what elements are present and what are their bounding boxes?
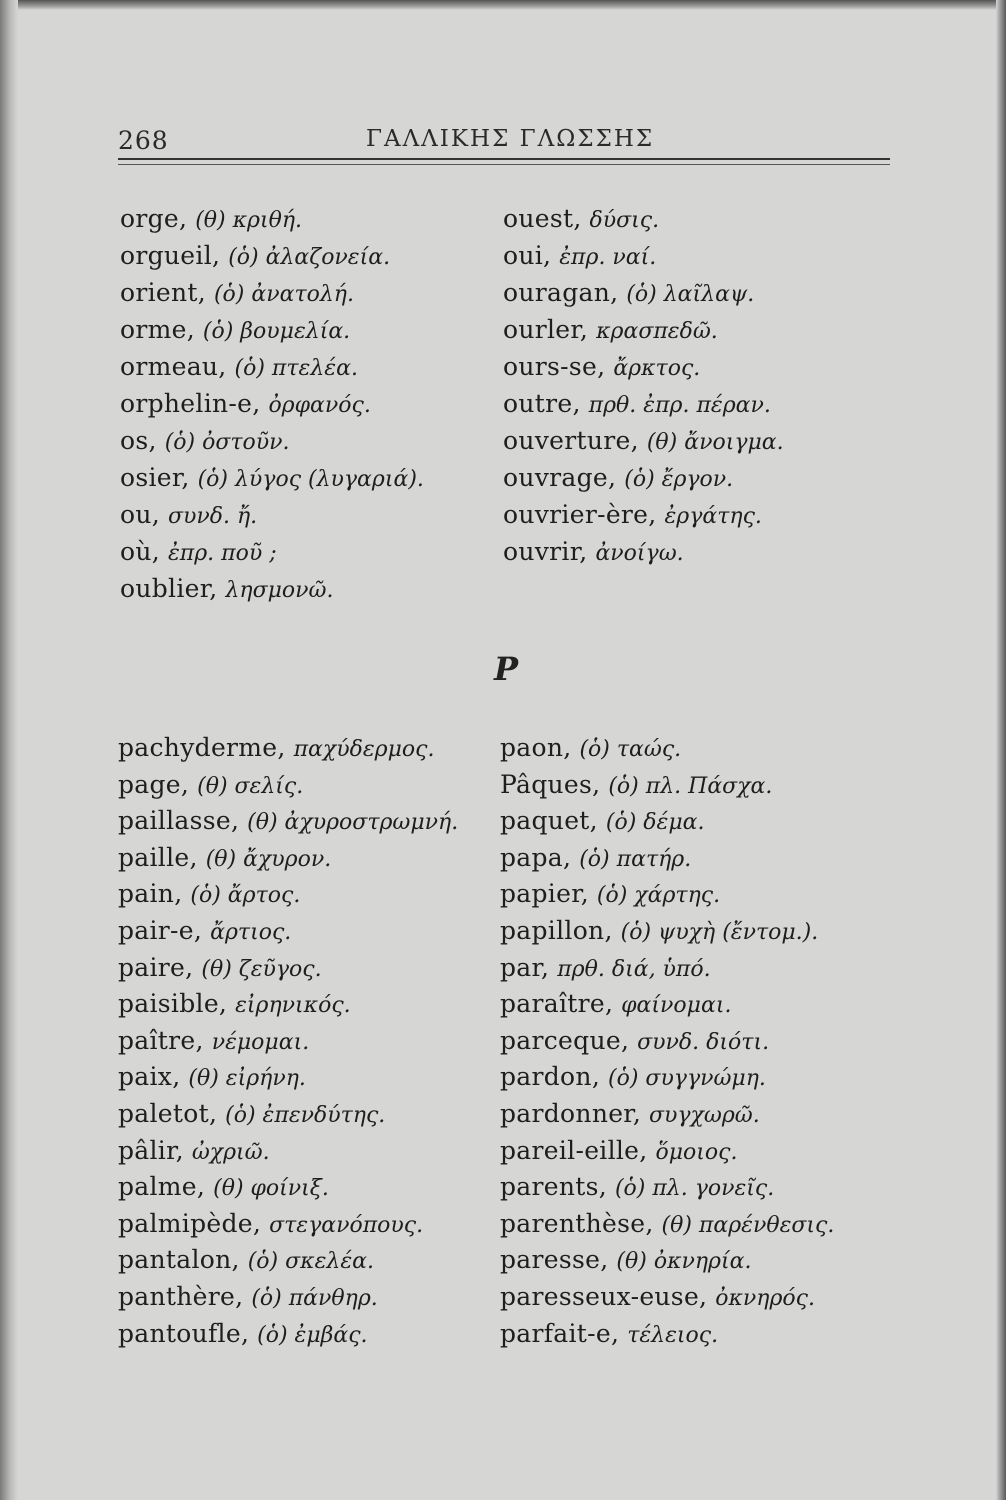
entry-headword: paître, bbox=[118, 1025, 204, 1055]
entry-translation: δύσις. bbox=[589, 208, 660, 233]
entry-translation: (ὁ) πλ. γονεῖς. bbox=[614, 1176, 775, 1202]
dictionary-entry bbox=[120, 459, 424, 496]
dictionary-entry bbox=[500, 803, 834, 840]
dictionary-entry bbox=[120, 311, 424, 348]
entry-headword: pardon, bbox=[500, 1062, 601, 1092]
dictionary-entry bbox=[118, 913, 458, 950]
entries-o-right-column bbox=[503, 200, 784, 570]
dictionary-entry bbox=[120, 274, 424, 311]
entry-headword: paille, bbox=[118, 842, 198, 872]
entry-headword: Pâques, bbox=[500, 769, 601, 799]
dictionary-entry bbox=[118, 1023, 458, 1060]
page-edge-right bbox=[996, 0, 1006, 1500]
entry-translation: (θ) φοίνιξ. bbox=[213, 1176, 329, 1202]
dictionary-entry bbox=[118, 767, 458, 804]
entries-o-left-column bbox=[120, 200, 424, 607]
entry-headword: pachyderme, bbox=[118, 733, 286, 762]
header-rule bbox=[118, 158, 890, 165]
entry-headword: orgueil, bbox=[120, 241, 221, 270]
entry-headword: page, bbox=[118, 769, 190, 799]
dictionary-entry bbox=[500, 767, 834, 804]
entry-headword: paix, bbox=[118, 1062, 181, 1092]
entry-translation: (θ) παρένθεσις. bbox=[661, 1212, 835, 1238]
dictionary-entry bbox=[120, 533, 424, 570]
dictionary-entry bbox=[118, 950, 458, 987]
entry-translation: τέλειος. bbox=[627, 1322, 719, 1348]
entry-translation: (θ) εἰρήνη. bbox=[188, 1066, 306, 1092]
running-head: ΓΑΛΛΙΚΗΣ ΓΛΩΣΣΗΣ bbox=[366, 126, 655, 152]
entry-translation: παχύδερμος. bbox=[293, 737, 435, 762]
dictionary-entry bbox=[120, 385, 424, 422]
dictionary-entry bbox=[118, 1316, 458, 1353]
entry-headword: palmipède, bbox=[118, 1208, 262, 1238]
dictionary-entry bbox=[120, 422, 424, 459]
entry-translation: (ὁ) ψυχὴ (ἔντομ.). bbox=[620, 919, 819, 945]
entry-headword: oui, bbox=[503, 241, 552, 270]
entry-headword: outre, bbox=[503, 389, 581, 418]
entry-headword: pair-e, bbox=[118, 915, 203, 945]
entry-headword: pardonner, bbox=[500, 1098, 642, 1128]
entry-headword: paquet, bbox=[500, 806, 598, 836]
dictionary-entry bbox=[500, 876, 834, 913]
dictionary-entry bbox=[118, 986, 458, 1023]
entry-translation: (θ) ὀκνηρία. bbox=[616, 1249, 752, 1275]
entry-headword: parenthèse, bbox=[500, 1208, 654, 1238]
entry-translation: (ὁ) πάνθηρ. bbox=[251, 1285, 378, 1311]
entry-headword: papillon, bbox=[500, 915, 613, 945]
entry-headword: ouvrier-ère, bbox=[503, 500, 657, 529]
entry-translation: (θ) ἄχυρον. bbox=[205, 846, 332, 872]
entry-headword: paire, bbox=[118, 952, 194, 982]
entry-headword: palme, bbox=[118, 1172, 206, 1202]
entry-headword: ourler, bbox=[503, 315, 589, 344]
entry-translation: κρασπεδῶ. bbox=[596, 319, 718, 344]
entry-translation: ὀρφανός. bbox=[268, 393, 371, 418]
entry-translation: (ὁ) λύγος (λυγαριά). bbox=[197, 467, 424, 492]
dictionary-entry bbox=[118, 1059, 458, 1096]
dictionary-entry bbox=[503, 311, 784, 348]
dictionary-entry bbox=[500, 950, 834, 987]
entry-translation: (ὁ) ἄρτος. bbox=[190, 883, 301, 909]
entry-headword: pain, bbox=[118, 879, 183, 909]
entry-headword: papa, bbox=[500, 842, 572, 872]
entry-translation: ἄρτιος. bbox=[210, 919, 292, 945]
dictionary-entry bbox=[120, 570, 424, 607]
dictionary-entry bbox=[118, 1279, 458, 1316]
page-number: 268 bbox=[118, 126, 169, 155]
dictionary-entry bbox=[118, 1206, 458, 1243]
entry-translation: λησμονῶ. bbox=[225, 578, 334, 603]
entry-translation: (ὁ) σκελέα. bbox=[247, 1249, 374, 1275]
entry-headword: osier, bbox=[120, 463, 190, 492]
dictionary-entry bbox=[503, 496, 784, 533]
entry-translation: (ὁ) πτελέα. bbox=[234, 356, 358, 381]
dictionary-entry bbox=[118, 1169, 458, 1206]
entry-translation: (ὁ) ἀνατολή. bbox=[213, 282, 354, 307]
entry-translation: (ὁ) ἀλαζονεία. bbox=[228, 245, 391, 270]
dictionary-entry bbox=[118, 803, 458, 840]
entry-translation: (θ) ἄνοιγμα. bbox=[646, 430, 784, 455]
entry-translation: (ὁ) βουμελία. bbox=[202, 319, 351, 344]
entry-translation: ἐργάτης. bbox=[664, 504, 762, 529]
entry-headword: paletot, bbox=[118, 1098, 218, 1128]
entry-translation: συνδ. ἤ. bbox=[167, 504, 258, 529]
entry-headword: orge, bbox=[120, 204, 188, 233]
dictionary-entry bbox=[500, 840, 834, 877]
entry-headword: pantoufle, bbox=[118, 1318, 250, 1348]
dictionary-entry bbox=[500, 1316, 834, 1353]
entry-headword: paisible, bbox=[118, 989, 228, 1019]
dictionary-entry bbox=[118, 876, 458, 913]
dictionary-entry bbox=[500, 1242, 834, 1279]
entry-headword: où, bbox=[120, 537, 160, 566]
entry-headword: parents, bbox=[500, 1172, 607, 1202]
dictionary-entry bbox=[500, 986, 834, 1023]
entry-translation: ἀνοίγω. bbox=[595, 541, 684, 566]
entry-translation: (θ) ζεῦγος. bbox=[201, 956, 322, 982]
entry-headword: pantalon, bbox=[118, 1245, 240, 1275]
entry-translation: συνδ. διότι. bbox=[637, 1029, 770, 1055]
entry-headword: paresseux-euse, bbox=[500, 1281, 708, 1311]
entry-translation: (θ) κριθή. bbox=[195, 208, 303, 233]
entry-translation: (ὁ) ὀστοῦν. bbox=[164, 430, 290, 455]
entry-headword: oublier, bbox=[120, 574, 218, 603]
entry-headword: ours-se, bbox=[503, 352, 606, 381]
dictionary-entry bbox=[120, 200, 424, 237]
dictionary-entry bbox=[503, 385, 784, 422]
page-edge-left bbox=[0, 0, 18, 1500]
entry-translation: (ὁ) συγγνώμη. bbox=[608, 1066, 766, 1092]
entry-headword: ouest, bbox=[503, 204, 582, 233]
dictionary-entry bbox=[503, 348, 784, 385]
entry-headword: orient, bbox=[120, 278, 206, 307]
dictionary-entry bbox=[503, 274, 784, 311]
entry-headword: ouvrage, bbox=[503, 463, 617, 492]
dictionary-entry bbox=[118, 840, 458, 877]
entry-translation: (θ) ἀχυροστρωμνή. bbox=[247, 810, 459, 836]
entry-headword: orphelin-e, bbox=[120, 389, 261, 418]
entry-headword: paillasse, bbox=[118, 806, 240, 836]
entry-translation: (ὁ) ταώς. bbox=[579, 737, 682, 762]
entry-headword: orme, bbox=[120, 315, 195, 344]
entry-headword: parceque, bbox=[500, 1025, 630, 1055]
entry-headword: ou, bbox=[120, 500, 160, 529]
dictionary-entry bbox=[500, 1169, 834, 1206]
entry-headword: pareil-eille, bbox=[500, 1135, 648, 1165]
entry-headword: ouverture, bbox=[503, 426, 639, 455]
dictionary-entry bbox=[500, 1133, 834, 1170]
entry-translation: ὅμοιος. bbox=[655, 1139, 738, 1165]
dictionary-entry bbox=[503, 459, 784, 496]
dictionary-entry bbox=[120, 496, 424, 533]
dictionary-entry bbox=[500, 1059, 834, 1096]
entry-headword: paon, bbox=[500, 733, 572, 762]
entry-translation: (ὁ) πατήρ. bbox=[579, 846, 692, 872]
entry-headword: os, bbox=[120, 426, 157, 455]
entry-headword: pâlir, bbox=[118, 1135, 184, 1165]
entry-translation: ὠχριῶ. bbox=[191, 1139, 270, 1165]
dictionary-entry bbox=[503, 533, 784, 570]
entry-translation: (ὁ) ἐμβάς. bbox=[257, 1322, 368, 1348]
dictionary-entry bbox=[120, 237, 424, 274]
entry-headword: panthère, bbox=[118, 1281, 244, 1311]
entry-translation: ἐπρ. ποῦ ; bbox=[167, 541, 277, 566]
entry-headword: paraître, bbox=[500, 989, 614, 1019]
dictionary-entry bbox=[503, 200, 784, 237]
entry-translation: ἄρκτος. bbox=[613, 356, 701, 381]
dictionary-entry bbox=[500, 1096, 834, 1133]
page-edge-top bbox=[0, 0, 1006, 10]
entry-translation: (ὁ) χάρτης. bbox=[596, 883, 721, 909]
entry-headword: paresse, bbox=[500, 1245, 609, 1275]
entry-translation: πρθ. ἐπρ. πέραν. bbox=[588, 393, 771, 418]
entries-p-left-column bbox=[118, 730, 458, 1352]
entry-translation: πρθ. διά, ὑπό. bbox=[557, 956, 711, 982]
entry-translation: (ὁ) πλ. Πάσχα. bbox=[608, 773, 773, 799]
dictionary-entry bbox=[500, 1279, 834, 1316]
entry-translation: ἐπρ. ναί. bbox=[559, 245, 657, 270]
entry-headword: par, bbox=[500, 952, 550, 982]
entry-headword: ouragan, bbox=[503, 278, 619, 307]
entry-headword: papier, bbox=[500, 879, 589, 909]
entries-p-right-column bbox=[500, 730, 834, 1352]
entry-translation: (ὁ) δέμα. bbox=[605, 810, 705, 836]
dictionary-entry bbox=[118, 1242, 458, 1279]
entry-translation: φαίνομαι. bbox=[621, 993, 732, 1019]
dictionary-entry bbox=[500, 1023, 834, 1060]
entry-translation: νέμομαι. bbox=[211, 1029, 310, 1055]
page-header bbox=[118, 118, 888, 162]
entry-translation: εἰρηνικός. bbox=[235, 993, 351, 1019]
dictionary-entry bbox=[118, 730, 458, 767]
entry-headword: ouvrir, bbox=[503, 537, 588, 566]
entry-translation: (ὁ) ἔργον. bbox=[624, 467, 734, 492]
dictionary-entry bbox=[118, 1096, 458, 1133]
entry-headword: parfait-e, bbox=[500, 1318, 620, 1348]
dictionary-entry bbox=[118, 1133, 458, 1170]
entry-translation: ὀκνηρός. bbox=[715, 1285, 815, 1311]
dictionary-entry bbox=[500, 913, 834, 950]
dictionary-entry bbox=[503, 422, 784, 459]
dictionary-entry bbox=[500, 730, 834, 767]
entry-translation: στεγανόπους. bbox=[269, 1212, 424, 1238]
entry-translation: (θ) σελίς. bbox=[197, 773, 304, 799]
section-letter: P bbox=[494, 650, 519, 688]
entry-translation: (ὁ) λαῖλαψ. bbox=[626, 282, 755, 307]
dictionary-entry bbox=[500, 1206, 834, 1243]
entry-headword: ormeau, bbox=[120, 352, 227, 381]
dictionary-entry bbox=[503, 237, 784, 274]
dictionary-entry bbox=[120, 348, 424, 385]
entry-translation: (ὁ) ἐπενδύτης. bbox=[225, 1102, 386, 1128]
entry-translation: συγχωρῶ. bbox=[649, 1102, 760, 1128]
